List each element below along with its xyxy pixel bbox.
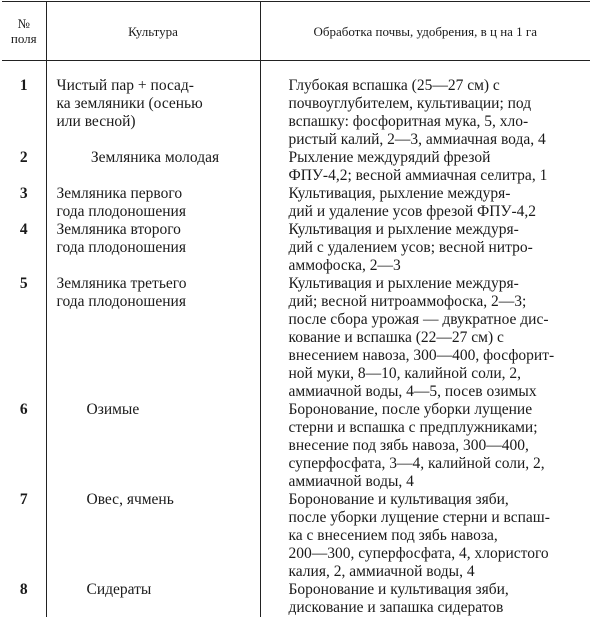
crop-cell — [46, 581, 260, 617]
treatment-cell — [260, 401, 590, 491]
treatment-cell — [260, 149, 590, 185]
spacer-row — [2, 61, 590, 78]
header-field-number — [2, 2, 46, 61]
treatment-line: Глубокая вспашка (25—27 см) с — [288, 77, 500, 94]
treatment-line: Культивация, рыхление междуря- — [288, 185, 511, 202]
crop-line: года плодоношения — [56, 239, 186, 256]
table-row — [2, 581, 590, 617]
treatment-line: Рыхление междурядий фрезой — [288, 149, 491, 166]
treatment-line: дий; весной нитроаммофоска, 2—3; — [288, 293, 527, 310]
treatment-cell — [260, 581, 590, 617]
crop-line: Чистый пар + посад- — [56, 77, 194, 94]
treatment-cell — [260, 185, 590, 221]
crop-cell — [46, 77, 260, 149]
crop-cell — [46, 185, 260, 221]
crop-line: Земляника второго — [56, 221, 181, 238]
treatment-line: суперфосфата, 3—4, калийной соли, 2, — [288, 455, 545, 472]
crop-line: года плодоношения — [56, 293, 186, 310]
treatment-line: аммиачной воды, 4—5, посев озимых — [288, 383, 537, 400]
field-number: 5 — [19, 275, 28, 292]
treatment-cell — [260, 275, 590, 401]
field-number: 3 — [19, 185, 28, 202]
crop-cell — [46, 491, 260, 581]
treatment-line: после сбора урожая — двукратное дис- — [288, 311, 549, 328]
treatment-line: Боронование и культивация зяби, — [288, 491, 509, 508]
crop-cell — [46, 221, 260, 275]
treatment-line: 200—300, суперфосфата, 4, хлористого — [288, 545, 549, 562]
header-treatment: Обработка почвы, удобрения, в ц на 1 га — [260, 2, 590, 61]
header-field-number-line1: № — [17, 16, 30, 31]
crop-cell — [46, 401, 260, 491]
treatment-cell — [260, 221, 590, 275]
crop-line: Озимые — [86, 401, 140, 418]
treatment-line: ристый калий, 2—3, аммиачная вода, 4 — [288, 131, 546, 148]
treatment-line: внесением навоза, 300—400, фосфорит- — [288, 347, 555, 364]
treatment-cell — [260, 491, 590, 581]
treatment-line: Боронование, после уборки лущение — [288, 401, 533, 418]
table-row — [2, 221, 590, 275]
crop-line: или весной) — [56, 113, 136, 130]
crop-line: Сидераты — [86, 581, 152, 598]
table-row — [2, 491, 590, 581]
header-field-number-line2: поля — [10, 31, 37, 46]
treatment-line: Боронование и культивация зяби, — [288, 581, 509, 598]
table-row — [2, 185, 590, 221]
field-number: 7 — [19, 491, 28, 508]
treatment-line: вспашку: фосфоритная мука, 5, хло- — [288, 113, 529, 130]
crop-line: Земляника третьего — [56, 275, 187, 292]
treatment-line: после уборки лущение стерни и вспаш- — [288, 509, 550, 526]
crop-line: Земляника первого — [56, 185, 183, 202]
treatment-line: стерни и вспашка с предплужниками; — [288, 419, 538, 436]
header-crop: Культура — [46, 2, 260, 61]
treatment-line: Культивация и рыхление междуря- — [288, 221, 519, 238]
table-row — [2, 149, 590, 185]
field-number: 6 — [19, 401, 28, 418]
treatment-line: дискование и запашка сидератов — [288, 599, 504, 616]
table-row — [2, 77, 590, 149]
treatment-cell — [260, 77, 590, 149]
treatment-line: кование и вспашка (22—27 см) с — [288, 329, 504, 346]
treatment-line: дий с удалением усов; весной нитро- — [288, 239, 533, 256]
crop-line: Земляника молодая — [90, 149, 220, 166]
treatment-line: аммофоска, 2—3 — [288, 257, 401, 274]
treatment-line: Культивация и рыхление междуря- — [288, 275, 519, 292]
crop-line: ка земляники (осенью — [56, 95, 203, 112]
field-number: 4 — [19, 221, 28, 238]
treatment-line: ка с внесением под зябь навоза, — [288, 527, 498, 544]
treatment-line: внесение под зябь навоза, 300—400, — [288, 437, 529, 454]
table-header-row — [2, 2, 590, 61]
crop-rotation-table — [2, 1, 590, 617]
table-row — [2, 401, 590, 491]
treatment-line: калия, 2, аммиачной воды, 4 — [288, 563, 475, 580]
table-row — [2, 275, 590, 401]
field-number: 2 — [19, 149, 28, 166]
field-number: 1 — [19, 77, 28, 94]
crop-line: Овес, ячмень — [86, 491, 174, 508]
field-number: 8 — [19, 581, 28, 598]
treatment-line: аммиачной воды, 4 — [288, 473, 414, 490]
crop-cell — [46, 149, 260, 185]
treatment-line: ФПУ-4,2; весной аммиачная селитра, 1 — [288, 167, 548, 184]
treatment-line: почвоуглубителем, культивации; под — [288, 95, 532, 112]
treatment-line: дий и удаление усов фрезой ФПУ-4,2 — [288, 203, 536, 220]
treatment-line: ной муки, 8—10, калийной соли, 2, — [288, 365, 522, 382]
crop-cell — [46, 275, 260, 401]
crop-line: года плодоношения — [56, 203, 186, 220]
